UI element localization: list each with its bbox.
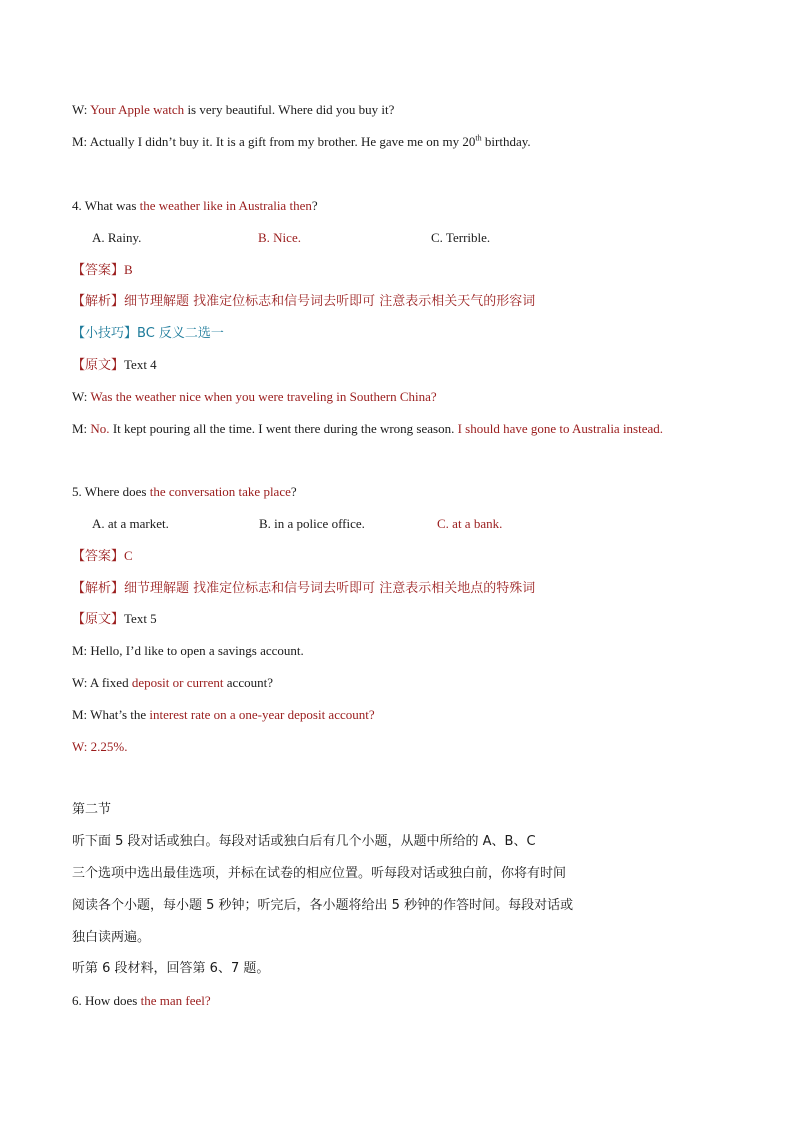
line-text: account? — [223, 675, 273, 690]
line-text: birthday. — [481, 134, 531, 149]
q4-analysis — [72, 292, 535, 311]
q4-answer — [72, 261, 133, 280]
analysis-label: 【解析】 — [72, 581, 125, 596]
stem-text: 4. What was — [72, 198, 140, 213]
q4-option-b: B. Nice. — [258, 230, 301, 245]
q4-option-a: A. Rainy. — [92, 230, 142, 245]
line-text: is very beautiful. Where did you buy it? — [184, 102, 395, 117]
q5-analysis — [72, 579, 535, 598]
q5-line-2 — [72, 674, 273, 692]
line-text: W: A fixed — [72, 675, 132, 690]
analysis-text: 细节理解题 找准定位标志和信号词去听即可 注意表示相关地点的特殊词 — [124, 581, 536, 596]
q4-m-line — [72, 420, 663, 438]
stem-text: 5. Where does — [72, 484, 150, 499]
line-text: M: What’s the — [72, 707, 150, 722]
q5-answer — [72, 547, 133, 566]
q5-line-4: W: 2.25%. — [72, 739, 128, 754]
highlight-phrase: the weather like in Australia then — [139, 198, 312, 213]
q4-w-line — [72, 388, 437, 406]
line-text: It kept pouring all the time. I went there during the wrong season. — [109, 421, 458, 436]
q3-w-line — [72, 101, 394, 119]
q4-tip — [72, 324, 224, 343]
q5-stem — [72, 483, 297, 501]
highlight-phrase: Your Apple watch — [90, 102, 185, 117]
stem-text: ? — [290, 484, 297, 499]
highlight-phrase: No. — [90, 421, 110, 436]
q5-original — [72, 610, 157, 629]
highlight-phrase: deposit or current — [131, 675, 224, 690]
analysis-label: 【解析】 — [72, 294, 125, 309]
original-label: 【原文】 — [72, 612, 125, 627]
section-heading: 第二节 — [72, 802, 112, 817]
speaker-prefix: W: — [72, 102, 91, 117]
stem-text: 6. How does — [72, 993, 141, 1008]
q5-line-1: M: Hello, I’d like to open a savings account. — [72, 643, 304, 658]
q5-option-a: A. at a market. — [92, 516, 169, 531]
q3-m-line — [72, 133, 531, 151]
q5-option-c: C. at a bank. — [437, 516, 503, 531]
q4-original — [72, 356, 157, 375]
ordinal-suffix: th — [475, 133, 482, 143]
section-instructions-3: 阅读各个小题，每小题 5 秒钟；听完后，各小题将给出 5 秒钟的作答时间。每段对话或 — [72, 898, 574, 913]
original-text: Text 4 — [124, 357, 157, 372]
q5-option-b: B. in a police office. — [259, 516, 365, 531]
original-label: 【原文】 — [72, 358, 125, 373]
q4-option-c: C. Terrible. — [431, 230, 491, 245]
original-text: Text 5 — [124, 611, 157, 626]
section-instructions-2: 三个选项中选出最佳选项，并标在试卷的相应位置。听每段对话或独白前，你将有时间 — [72, 866, 567, 881]
section-instructions-1: 听下面 5 段对话或独白。每段对话或独白后有几个小题，从题中所给的 A、B、C — [72, 834, 536, 849]
q6-stem — [72, 992, 211, 1010]
answer-label: 【答案】 — [72, 549, 125, 564]
highlight-phrase: the man feel? — [140, 993, 211, 1008]
analysis-text: 细节理解题 找准定位标志和信号词去听即可 注意表示相关天气的形容词 — [124, 294, 536, 309]
highlight-phrase: I should have gone to Australia instead. — [457, 421, 664, 436]
highlight-phrase: Was the weather nice when you were traveling in Southern China? — [90, 389, 437, 404]
tip-label: 【小技巧】 — [72, 326, 138, 341]
tip-text: BC 反义二选一 — [137, 326, 224, 341]
stem-text: ? — [311, 198, 318, 213]
answer-label: 【答案】 — [72, 263, 125, 278]
section-instructions-4: 独白读两遍。 — [72, 930, 151, 945]
answer-value: B — [124, 262, 133, 277]
highlight-phrase: the conversation take place — [149, 484, 291, 499]
q5-line-3 — [72, 706, 375, 724]
highlight-phrase: interest rate on a one-year deposit account? — [149, 707, 375, 722]
section-instructions-5: 听第 6 段材料，回答第 6、7 题。 — [72, 961, 270, 976]
speaker-prefix: M: — [72, 421, 91, 436]
line-text: M: Actually I didn’t buy it. It is a gift from my brother. He gave me on my 20 — [72, 134, 476, 149]
q4-stem — [72, 197, 318, 215]
answer-value: C — [124, 548, 133, 563]
speaker-prefix: W: — [72, 389, 91, 404]
